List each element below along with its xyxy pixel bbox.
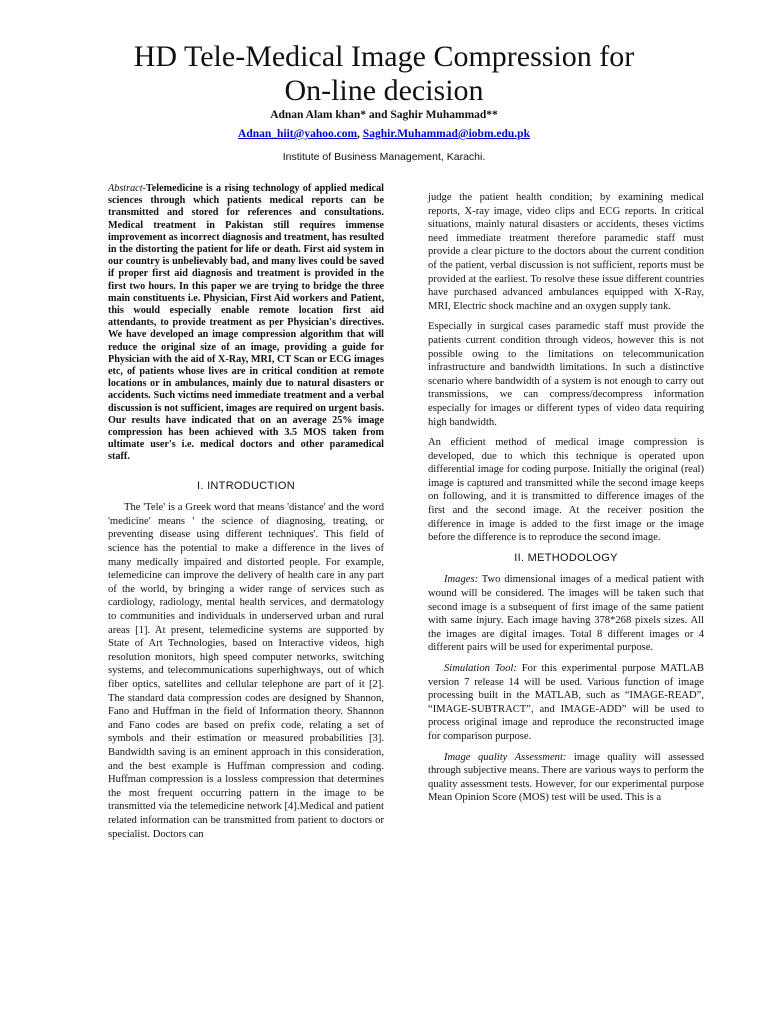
quality-label: Image quality Assessment: — [444, 751, 567, 763]
paragraph: judge the patient health condition; by examining medical reports, X-ray image, video clips and ECG reports. In critical situations, mainly natural disasters or accidents, theses victims need immediate treatment therefore paramedic staff must provide a clear picture to the doctors about the current condition of the patient, verbal discussion is not sufficient, reports must be provided at the earliest. To resolve these issue different countries have purchased advanced ambulances equipped with X-Ray, MRI, Electric shock machine and an oxygen supply tank. — [428, 192, 704, 312]
abstract-text: Telemedicine is a rising technology of applied medical sciences through which patients medical reports can be transmitted and stored for references and consultations. Medical treatment in Pakistan still requires immense improvement as incorrect diagnosis and treatment, has resulted in the distorting the patient for life or death. First aid system in our country is unbelievably bad, and many lives could be saved if proper first aid diagnosis and treatment is provided in the first two hours. In this paper we are trying to bridge the three main constituents i.e. Physician, First Aid workers and Patient, this would especially enable remote location first aid attendants, to provide treatment as per Physician's directives. We have developed an image compression algorithm that will reduce the original size of an image, providing a guide for Physician with the aid of X-Ray, MRI, CT Scan or ECG images etc, of patients whose lives are in critical condition at remote locations or in ambulances, mainly due to natural disasters or accidents. Such victims need immediate treatment and a verbal discussion is not sufficient, images are required on urgent basis. Our results have indicated that on an average 25% image compression has been achieved with 3.5 MOS taken from ultimate user's i.e. medical doctors and other paramedical staff. — [108, 183, 384, 463]
right-column — [428, 191, 704, 812]
quality-paragraph — [428, 751, 704, 805]
images-paragraph — [428, 573, 704, 655]
paragraph: An efficient method of medical image compression is developed, due to which this technique is operated upon differential image for coding purpose. Initially the original (real) image is captured and transmitted while the second image keeps on following, and it is transmitted to difference images of the first and the second image. At the receiver position the difference in image is added to the first image or the image before the difference is to reproduce the second image. — [428, 437, 704, 544]
simulation-label: Simulation Tool: — [444, 663, 517, 674]
left-column — [108, 183, 384, 848]
title-line-2: On-line decision — [284, 74, 484, 107]
author-emails — [0, 128, 768, 140]
email-link-1[interactable]: Adnan_hiit@yahoo.com — [238, 128, 358, 140]
introduction-paragraph: The 'Tele' is a Greek word that means 'distance' and the word 'medicine' means ' the science of diagnosing, treating, or preventing disease using different techniques'. This field of science has the potential to make a difference in the lives of many medically impaired and distorted people. For example, telemedicine can improve the delivery of health care in any part of the world, by bringing a wider range of services such as cardiology, radiology, mental health services, and dermatology to communities and individuals in underserved urban and rural areas [1]. At present, telemedicine systems are supported by State of Art Technologies, based on Interactive videos, high resolution monitors, high speed computer networks, switching systems, and telecommunications superhighways, out of which fiber optics, satellites and cellular telephone are part of it [2]. The standard data compression codes are designed by Shannon, Fano and Huffman in the field of Information theory. Shannon and Fano codes are based on prefix code, relating a set of symbols and their estimation or measured probabilities [3]. Bandwidth saving is an eminent approach in this consideration, and the best example is Huffman compression and coding. Huffman compression is a lossless compression that determines the most frequent occurring pattern in the image to be transmitted via the telemedicine network [4].Medical and patient related information can be transmitted from patient to doctors or specialist. Doctors can — [108, 502, 384, 840]
title-line-1: HD Tele-Medical Image Compression for — [133, 40, 635, 73]
section-heading-methodology: II. METHODOLOGY — [514, 551, 618, 564]
authors: Adnan Alam khan* and Saghir Muhammad** — [270, 109, 498, 121]
simulation-paragraph — [428, 662, 704, 744]
simulation-text: For this experimental purpose MATLAB version 7 release 14 will be used. Various function of image processing built in the MATLAB, such as “IMAGE-READ”, “IMAGE-SUBTRACT”, and IMAGE-ADD” will be used to process original image and reproduce the reconstructed image for comparison purpose. — [428, 663, 704, 742]
institution: Institute of Business Management, Karachi. — [282, 151, 486, 163]
images-label: Images: — [444, 574, 479, 586]
abstract — [108, 183, 384, 464]
images-text: Two dimensional images of a medical patient with wound will be considered. The images will be taken such that second image is a subsequent of first image of the same patient with same injury. Each image having 378*268 pixels sizes. All the images are digital images. Total 8 different images or 4 different pairs will be used for experimental purpose. — [428, 574, 704, 654]
quality-text: image quality will assessed through subjective means. There are various ways to perform the quality assessment tests. However, for our experimental purpose Mean Opinion Score (MOS) test will be used. This is a — [428, 751, 704, 804]
paper-title — [0, 40, 768, 108]
paragraph: Especially in surgical cases paramedic staff must provide the patients current condition through videos, however this is not possible owing to the limitations on telecommunication infrastructure and bandwidth limitations. In such a distinctive scenario where bandwidth of a system is not enough to carry out transmissions, we can compress/decompress information especially for images or different types of video data requiring high bandwidth. — [428, 321, 704, 428]
abstract-lead: Abstract- — [108, 183, 146, 194]
email-link-2[interactable]: Saghir.Muhammad@iobm.edu.pk — [362, 128, 530, 140]
section-heading-introduction: I. INTRODUCTION — [197, 479, 295, 492]
email-separator: , — [357, 128, 363, 140]
